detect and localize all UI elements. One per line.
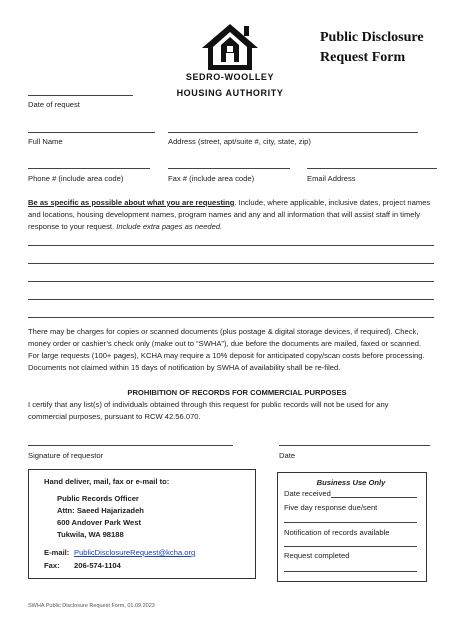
date-label: Date: [279, 451, 296, 460]
request-line[interactable]: [28, 299, 434, 300]
notification-field[interactable]: [284, 546, 417, 547]
prohibition-text: [28, 399, 448, 423]
email-contact-label: E-mail:: [44, 548, 70, 557]
form-title-line2: Request Form: [320, 50, 406, 65]
form-title-line1: Public Disclosure: [320, 30, 424, 45]
delivery-officer: Public Records Officer: [57, 494, 139, 503]
email-label: Email Address: [307, 174, 356, 183]
charges-line: There may be charges for copies or scanned documents (plus postage & digital storage devices, if required). Check,: [28, 327, 419, 336]
delivery-city: Tukwila, WA 98188: [57, 530, 124, 539]
request-line[interactable]: [28, 245, 434, 246]
request-line[interactable]: [28, 317, 434, 318]
charges-line: money order or cashier’s check only (make out to “SWHA”), due before the documents are mailed, faxed or scanned.: [28, 339, 422, 348]
charges-line: For large requests (100+ pages), KCHA may require a 10% deposit for anticipated copy/scan costs before processing.: [28, 351, 425, 360]
notification-label: Notification of records available: [284, 528, 390, 537]
date-of-request-field[interactable]: [28, 95, 133, 96]
date-received-label: Date received: [284, 489, 331, 498]
request-instructions: [28, 197, 440, 233]
date-received-field[interactable]: [331, 497, 417, 498]
prohibition-line: commercial purposes, pursuant to RCW 42.56.070.: [28, 412, 201, 421]
fax-contact-value: 206-574-1104: [74, 561, 121, 570]
date-of-request-label: Date of request: [28, 100, 80, 109]
email-contact-link[interactable]: PublicDisclosureRequest@kcha.org: [74, 548, 196, 557]
full-name-label: Full Name: [28, 137, 63, 146]
request-completed-label: Request completed: [284, 551, 350, 560]
prohibition-line: I certify that any list(s) of individuals obtained through this request for public records will not be used for any: [28, 400, 389, 409]
instructions-body: . Include, where applicable, inclusive dates, project names and locations, housing development names, program names and any and all information that will assist staff in timely response to your request.: [28, 198, 431, 231]
org-name-line2: HOUSING AUTHORITY: [176, 88, 284, 98]
date-field[interactable]: [279, 445, 430, 446]
request-completed-field[interactable]: [284, 571, 417, 572]
fax-label: Fax # (include area code): [168, 174, 255, 183]
org-name-line1: SEDRO-WOOLLEY: [185, 72, 275, 82]
house-logo-icon: [200, 22, 260, 72]
full-name-field[interactable]: [28, 132, 155, 133]
charges-line: Documents not claimed within 15 days of notification by SWHA of availability shall be re-filed.: [28, 363, 341, 372]
signature-label: Signature of requestor: [28, 451, 104, 460]
signature-field[interactable]: [28, 445, 233, 446]
request-line[interactable]: [28, 263, 434, 264]
footer-text: SWHA Public Disclosure Request Form, 01.09.2023: [28, 603, 155, 609]
prohibition-heading: PROHIBITION OF RECORDS FOR COMMERCIAL PURPOSES: [127, 388, 347, 397]
instructions-lead: Be as specific as possible about what you are requesting: [28, 198, 235, 207]
charges-paragraph: [28, 326, 448, 374]
business-use-heading: Business Use Only: [316, 478, 386, 487]
delivery-attn: Attn: Saeed Hajarizadeh: [57, 506, 144, 515]
fax-contact-label: Fax:: [44, 561, 60, 570]
request-line[interactable]: [28, 281, 434, 282]
fax-field[interactable]: [168, 168, 290, 169]
five-day-label: Five day response due/sent: [284, 503, 378, 512]
delivery-street: 600 Andover Park West: [57, 518, 141, 527]
address-field[interactable]: [168, 132, 418, 133]
address-label: Address (street, apt/suite #, city, state, zip): [168, 137, 311, 146]
email-field[interactable]: [307, 168, 437, 169]
phone-field[interactable]: [28, 168, 150, 169]
phone-label: Phone # (include area code): [28, 174, 124, 183]
delivery-heading: Hand deliver, mail, fax or e-mail to:: [44, 477, 170, 486]
five-day-field[interactable]: [284, 522, 417, 523]
instructions-italic: Include extra pages as needed.: [116, 222, 223, 231]
